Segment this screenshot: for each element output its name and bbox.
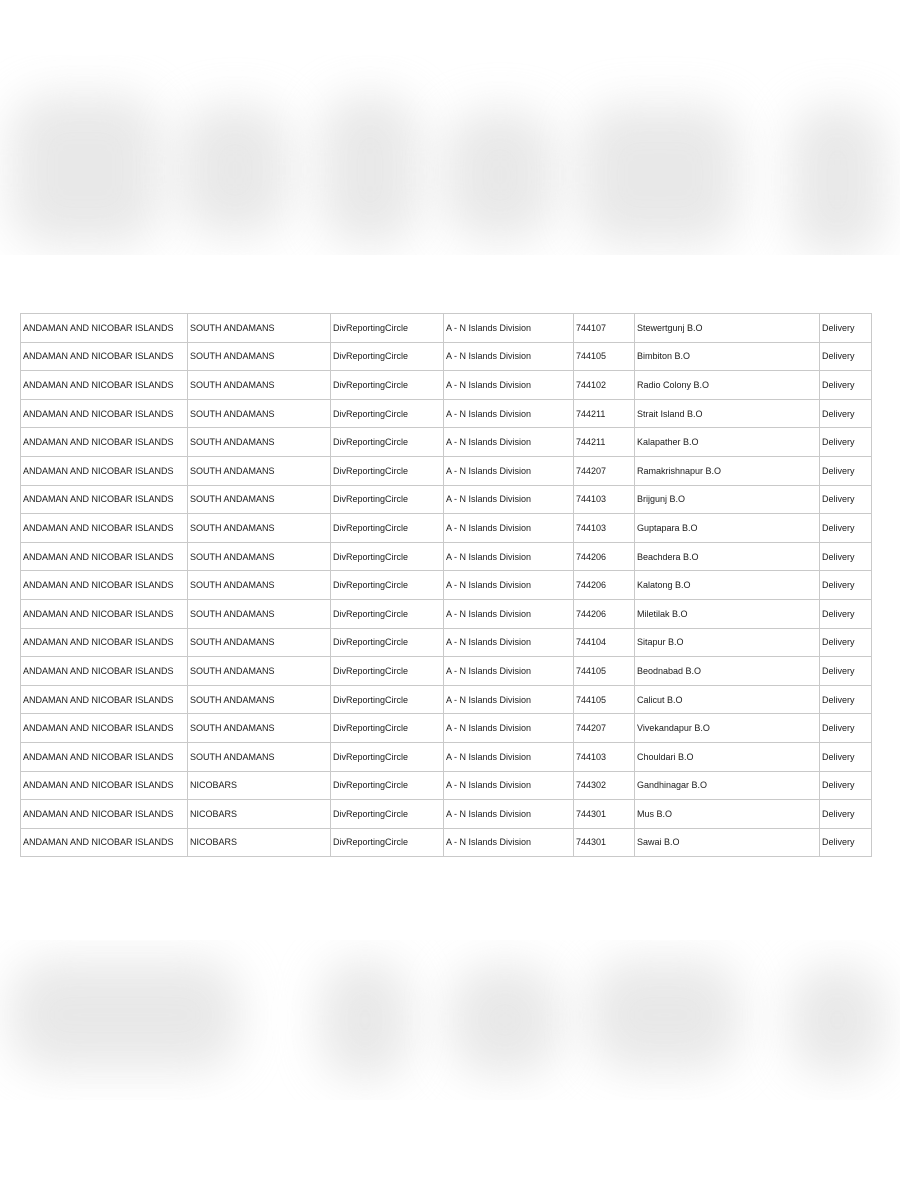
delivery-status-cell: Delivery bbox=[820, 599, 872, 628]
circle-cell: DivReportingCircle bbox=[331, 371, 444, 400]
district-cell: SOUTH ANDAMANS bbox=[188, 399, 331, 428]
state-cell: ANDAMAN AND NICOBAR ISLANDS bbox=[21, 456, 188, 485]
district-cell: SOUTH ANDAMANS bbox=[188, 342, 331, 371]
division-cell: A - N Islands Division bbox=[444, 456, 574, 485]
table-row bbox=[21, 485, 872, 514]
office-name-cell: Stewertgunj B.O bbox=[635, 314, 820, 343]
division-cell: A - N Islands Division bbox=[444, 371, 574, 400]
delivery-status-cell: Delivery bbox=[820, 314, 872, 343]
delivery-status-cell: Delivery bbox=[820, 657, 872, 686]
circle-cell: DivReportingCircle bbox=[331, 485, 444, 514]
circle-cell: DivReportingCircle bbox=[331, 828, 444, 857]
pincode-cell: 744211 bbox=[574, 399, 635, 428]
office-name-cell: Guptapara B.O bbox=[635, 514, 820, 543]
state-cell: ANDAMAN AND NICOBAR ISLANDS bbox=[21, 742, 188, 771]
state-cell: ANDAMAN AND NICOBAR ISLANDS bbox=[21, 342, 188, 371]
division-cell: A - N Islands Division bbox=[444, 714, 574, 743]
table-row bbox=[21, 685, 872, 714]
office-name-cell: Kalapather B.O bbox=[635, 428, 820, 457]
division-cell: A - N Islands Division bbox=[444, 514, 574, 543]
table-row bbox=[21, 314, 872, 343]
table-row bbox=[21, 771, 872, 800]
pincode-cell: 744105 bbox=[574, 685, 635, 714]
pincode-cell: 744302 bbox=[574, 771, 635, 800]
state-cell: ANDAMAN AND NICOBAR ISLANDS bbox=[21, 800, 188, 829]
office-name-cell: Gandhinagar B.O bbox=[635, 771, 820, 800]
district-cell: SOUTH ANDAMANS bbox=[188, 685, 331, 714]
office-name-cell: Strait Island B.O bbox=[635, 399, 820, 428]
state-cell: ANDAMAN AND NICOBAR ISLANDS bbox=[21, 314, 188, 343]
delivery-status-cell: Delivery bbox=[820, 771, 872, 800]
division-cell: A - N Islands Division bbox=[444, 485, 574, 514]
district-cell: SOUTH ANDAMANS bbox=[188, 714, 331, 743]
office-name-cell: Ramakrishnapur B.O bbox=[635, 456, 820, 485]
district-cell: SOUTH ANDAMANS bbox=[188, 314, 331, 343]
district-cell: SOUTH ANDAMANS bbox=[188, 371, 331, 400]
table-body bbox=[21, 314, 872, 857]
division-cell: A - N Islands Division bbox=[444, 342, 574, 371]
table-row bbox=[21, 628, 872, 657]
office-name-cell: Sawai B.O bbox=[635, 828, 820, 857]
circle-cell: DivReportingCircle bbox=[331, 628, 444, 657]
office-name-cell: Kalatong B.O bbox=[635, 571, 820, 600]
delivery-status-cell: Delivery bbox=[820, 828, 872, 857]
delivery-status-cell: Delivery bbox=[820, 428, 872, 457]
state-cell: ANDAMAN AND NICOBAR ISLANDS bbox=[21, 399, 188, 428]
circle-cell: DivReportingCircle bbox=[331, 399, 444, 428]
table-row bbox=[21, 800, 872, 829]
table-row bbox=[21, 342, 872, 371]
delivery-status-cell: Delivery bbox=[820, 685, 872, 714]
circle-cell: DivReportingCircle bbox=[331, 685, 444, 714]
delivery-status-cell: Delivery bbox=[820, 542, 872, 571]
blurred-content-top bbox=[0, 55, 900, 255]
division-cell: A - N Islands Division bbox=[444, 314, 574, 343]
district-cell: NICOBARS bbox=[188, 828, 331, 857]
office-name-cell: Calicut B.O bbox=[635, 685, 820, 714]
division-cell: A - N Islands Division bbox=[444, 742, 574, 771]
blurred-content-bottom bbox=[0, 940, 900, 1100]
state-cell: ANDAMAN AND NICOBAR ISLANDS bbox=[21, 685, 188, 714]
state-cell: ANDAMAN AND NICOBAR ISLANDS bbox=[21, 514, 188, 543]
pincode-cell: 744206 bbox=[574, 599, 635, 628]
circle-cell: DivReportingCircle bbox=[331, 571, 444, 600]
pincode-cell: 744102 bbox=[574, 371, 635, 400]
pincode-cell: 744103 bbox=[574, 742, 635, 771]
district-cell: SOUTH ANDAMANS bbox=[188, 628, 331, 657]
division-cell: A - N Islands Division bbox=[444, 800, 574, 829]
pincode-cell: 744301 bbox=[574, 828, 635, 857]
table-row bbox=[21, 571, 872, 600]
pincode-cell: 744105 bbox=[574, 657, 635, 686]
office-name-cell: Miletilak B.O bbox=[635, 599, 820, 628]
circle-cell: DivReportingCircle bbox=[331, 742, 444, 771]
delivery-status-cell: Delivery bbox=[820, 514, 872, 543]
post-office-table bbox=[20, 313, 872, 857]
circle-cell: DivReportingCircle bbox=[331, 771, 444, 800]
district-cell: SOUTH ANDAMANS bbox=[188, 428, 331, 457]
state-cell: ANDAMAN AND NICOBAR ISLANDS bbox=[21, 428, 188, 457]
circle-cell: DivReportingCircle bbox=[331, 314, 444, 343]
table-row bbox=[21, 828, 872, 857]
delivery-status-cell: Delivery bbox=[820, 342, 872, 371]
table-row bbox=[21, 714, 872, 743]
circle-cell: DivReportingCircle bbox=[331, 714, 444, 743]
circle-cell: DivReportingCircle bbox=[331, 599, 444, 628]
delivery-status-cell: Delivery bbox=[820, 742, 872, 771]
office-name-cell: Vivekandapur B.O bbox=[635, 714, 820, 743]
pincode-cell: 744207 bbox=[574, 456, 635, 485]
division-cell: A - N Islands Division bbox=[444, 399, 574, 428]
state-cell: ANDAMAN AND NICOBAR ISLANDS bbox=[21, 485, 188, 514]
office-name-cell: Chouldari B.O bbox=[635, 742, 820, 771]
circle-cell: DivReportingCircle bbox=[331, 428, 444, 457]
district-cell: SOUTH ANDAMANS bbox=[188, 514, 331, 543]
delivery-status-cell: Delivery bbox=[820, 628, 872, 657]
division-cell: A - N Islands Division bbox=[444, 571, 574, 600]
pincode-cell: 744211 bbox=[574, 428, 635, 457]
office-name-cell: Beachdera B.O bbox=[635, 542, 820, 571]
table-row bbox=[21, 371, 872, 400]
delivery-status-cell: Delivery bbox=[820, 800, 872, 829]
district-cell: NICOBARS bbox=[188, 800, 331, 829]
division-cell: A - N Islands Division bbox=[444, 628, 574, 657]
district-cell: SOUTH ANDAMANS bbox=[188, 657, 331, 686]
circle-cell: DivReportingCircle bbox=[331, 514, 444, 543]
delivery-status-cell: Delivery bbox=[820, 371, 872, 400]
table-row bbox=[21, 742, 872, 771]
state-cell: ANDAMAN AND NICOBAR ISLANDS bbox=[21, 571, 188, 600]
delivery-status-cell: Delivery bbox=[820, 485, 872, 514]
division-cell: A - N Islands Division bbox=[444, 771, 574, 800]
division-cell: A - N Islands Division bbox=[444, 599, 574, 628]
division-cell: A - N Islands Division bbox=[444, 828, 574, 857]
district-cell: SOUTH ANDAMANS bbox=[188, 742, 331, 771]
circle-cell: DivReportingCircle bbox=[331, 542, 444, 571]
state-cell: ANDAMAN AND NICOBAR ISLANDS bbox=[21, 371, 188, 400]
office-name-cell: Radio Colony B.O bbox=[635, 371, 820, 400]
district-cell: NICOBARS bbox=[188, 771, 331, 800]
division-cell: A - N Islands Division bbox=[444, 428, 574, 457]
pincode-cell: 744104 bbox=[574, 628, 635, 657]
state-cell: ANDAMAN AND NICOBAR ISLANDS bbox=[21, 542, 188, 571]
state-cell: ANDAMAN AND NICOBAR ISLANDS bbox=[21, 828, 188, 857]
table-row bbox=[21, 599, 872, 628]
delivery-status-cell: Delivery bbox=[820, 399, 872, 428]
circle-cell: DivReportingCircle bbox=[331, 657, 444, 686]
delivery-status-cell: Delivery bbox=[820, 571, 872, 600]
state-cell: ANDAMAN AND NICOBAR ISLANDS bbox=[21, 657, 188, 686]
table-row bbox=[21, 514, 872, 543]
pincode-cell: 744103 bbox=[574, 514, 635, 543]
pincode-cell: 744206 bbox=[574, 542, 635, 571]
circle-cell: DivReportingCircle bbox=[331, 800, 444, 829]
division-cell: A - N Islands Division bbox=[444, 685, 574, 714]
district-cell: SOUTH ANDAMANS bbox=[188, 571, 331, 600]
table-row bbox=[21, 399, 872, 428]
delivery-status-cell: Delivery bbox=[820, 456, 872, 485]
table-row bbox=[21, 657, 872, 686]
office-name-cell: Beodnabad B.O bbox=[635, 657, 820, 686]
circle-cell: DivReportingCircle bbox=[331, 342, 444, 371]
division-cell: A - N Islands Division bbox=[444, 657, 574, 686]
table-row bbox=[21, 428, 872, 457]
pincode-cell: 744107 bbox=[574, 314, 635, 343]
district-cell: SOUTH ANDAMANS bbox=[188, 542, 331, 571]
table-row bbox=[21, 542, 872, 571]
office-name-cell: Sitapur B.O bbox=[635, 628, 820, 657]
delivery-status-cell: Delivery bbox=[820, 714, 872, 743]
district-cell: SOUTH ANDAMANS bbox=[188, 599, 331, 628]
office-name-cell: Bimbiton B.O bbox=[635, 342, 820, 371]
district-cell: SOUTH ANDAMANS bbox=[188, 456, 331, 485]
state-cell: ANDAMAN AND NICOBAR ISLANDS bbox=[21, 599, 188, 628]
division-cell: A - N Islands Division bbox=[444, 542, 574, 571]
pincode-cell: 744105 bbox=[574, 342, 635, 371]
district-cell: SOUTH ANDAMANS bbox=[188, 485, 331, 514]
circle-cell: DivReportingCircle bbox=[331, 456, 444, 485]
pincode-cell: 744207 bbox=[574, 714, 635, 743]
state-cell: ANDAMAN AND NICOBAR ISLANDS bbox=[21, 628, 188, 657]
pincode-cell: 744206 bbox=[574, 571, 635, 600]
table-row bbox=[21, 456, 872, 485]
pincode-cell: 744301 bbox=[574, 800, 635, 829]
state-cell: ANDAMAN AND NICOBAR ISLANDS bbox=[21, 714, 188, 743]
pincode-cell: 744103 bbox=[574, 485, 635, 514]
office-name-cell: Mus B.O bbox=[635, 800, 820, 829]
state-cell: ANDAMAN AND NICOBAR ISLANDS bbox=[21, 771, 188, 800]
office-name-cell: Brijgunj B.O bbox=[635, 485, 820, 514]
